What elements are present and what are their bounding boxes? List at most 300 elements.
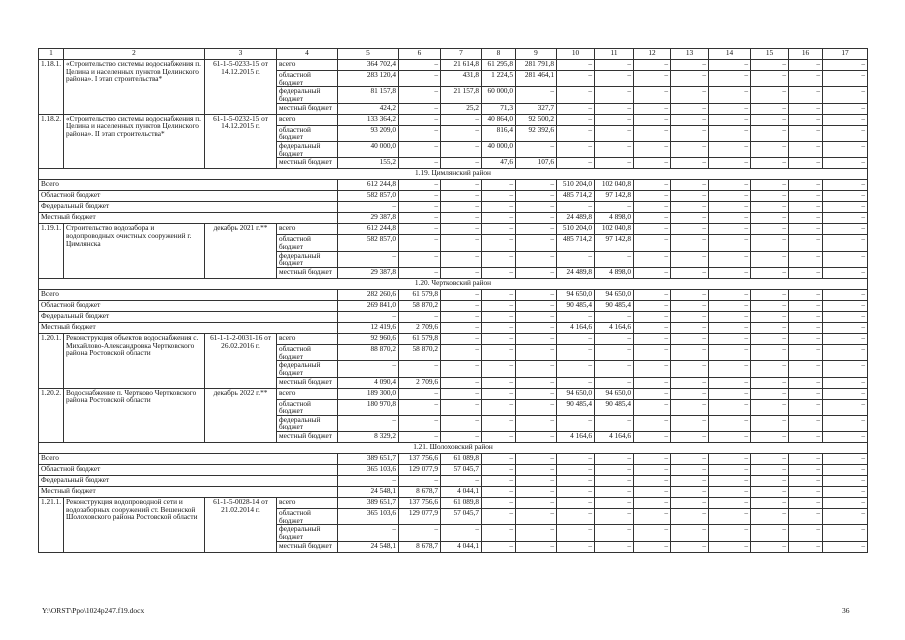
- value-cell: –: [671, 267, 709, 278]
- value-cell: –: [789, 300, 823, 311]
- value-cell: –: [399, 415, 441, 431]
- value-cell: –: [709, 476, 751, 487]
- value-cell: –: [516, 487, 557, 498]
- total-label: Федеральный бюджет: [39, 311, 338, 322]
- value-cell: 2 709,6: [399, 377, 441, 388]
- value-cell: –: [441, 322, 482, 333]
- value-cell: –: [516, 141, 557, 157]
- item-name: Водоснабжение п. Чертково Чертковского района Ростовской области: [64, 388, 205, 443]
- value-cell: –: [557, 141, 595, 157]
- column-number-row: [39, 49, 868, 60]
- value-cell: –: [789, 377, 823, 388]
- value-cell: –: [595, 333, 634, 344]
- value-cell: –: [595, 498, 634, 509]
- value-cell: –: [441, 300, 482, 311]
- value-cell: –: [823, 525, 868, 541]
- value-cell: –: [482, 361, 516, 377]
- value-cell: –: [789, 158, 823, 169]
- value-cell: –: [751, 141, 789, 157]
- value-cell: 71,3: [482, 103, 516, 114]
- value-cell: –: [823, 487, 868, 498]
- funding-source: всего: [277, 388, 338, 399]
- value-cell: –: [441, 333, 482, 344]
- value-cell: –: [482, 251, 516, 267]
- value-cell: 29 387,8: [338, 213, 399, 224]
- value-cell: –: [516, 224, 557, 235]
- value-cell: –: [595, 311, 634, 322]
- value-cell: –: [789, 487, 823, 498]
- total-row: [39, 311, 868, 322]
- value-cell: –: [557, 415, 595, 431]
- value-cell: –: [634, 191, 671, 202]
- value-cell: –: [399, 125, 441, 141]
- value-cell: –: [441, 191, 482, 202]
- value-cell: –: [671, 224, 709, 235]
- total-label: Всего: [39, 289, 338, 300]
- value-cell: –: [595, 361, 634, 377]
- value-cell: –: [634, 333, 671, 344]
- value-cell: –: [751, 388, 789, 399]
- value-cell: –: [595, 202, 634, 213]
- value-cell: –: [516, 87, 557, 103]
- value-cell: –: [789, 388, 823, 399]
- value-cell: –: [789, 267, 823, 278]
- funding-source: местный бюджет: [277, 377, 338, 388]
- funding-source: местный бюджет: [277, 541, 338, 552]
- value-cell: –: [751, 180, 789, 191]
- value-cell: –: [671, 498, 709, 509]
- value-cell: –: [671, 361, 709, 377]
- value-cell: –: [671, 432, 709, 443]
- value-cell: –: [751, 224, 789, 235]
- value-cell: –: [789, 498, 823, 509]
- value-cell: –: [789, 103, 823, 114]
- value-cell: 97 142,8: [595, 191, 634, 202]
- value-cell: –: [338, 251, 399, 267]
- value-cell: –: [671, 322, 709, 333]
- value-cell: 40 000,0: [338, 141, 399, 157]
- funding-source: федеральный бюджет: [277, 87, 338, 103]
- value-cell: –: [634, 415, 671, 431]
- value-cell: –: [709, 180, 751, 191]
- value-cell: –: [789, 432, 823, 443]
- value-cell: –: [709, 267, 751, 278]
- value-cell: –: [634, 311, 671, 322]
- value-cell: –: [671, 60, 709, 71]
- value-cell: 269 841,0: [338, 300, 399, 311]
- value-cell: –: [482, 344, 516, 360]
- value-cell: –: [751, 114, 789, 125]
- value-cell: –: [671, 300, 709, 311]
- value-cell: –: [399, 141, 441, 157]
- item-number: 1.18.1.: [39, 60, 64, 115]
- page-number: 36: [842, 606, 850, 615]
- value-cell: –: [823, 267, 868, 278]
- value-cell: –: [557, 344, 595, 360]
- value-cell: –: [751, 361, 789, 377]
- value-cell: –: [823, 465, 868, 476]
- value-cell: –: [482, 415, 516, 431]
- value-cell: –: [789, 213, 823, 224]
- value-cell: –: [671, 103, 709, 114]
- funding-source: областной бюджет: [277, 509, 338, 525]
- value-cell: –: [557, 71, 595, 87]
- funding-source: областной бюджет: [277, 71, 338, 87]
- value-cell: –: [709, 71, 751, 87]
- value-cell: 424,2: [338, 103, 399, 114]
- value-cell: –: [751, 311, 789, 322]
- total-label: Всего: [39, 454, 338, 465]
- value-cell: –: [634, 114, 671, 125]
- total-label: Областной бюджет: [39, 300, 338, 311]
- value-cell: –: [751, 103, 789, 114]
- value-cell: 364 702,4: [338, 60, 399, 71]
- value-cell: –: [823, 191, 868, 202]
- item-code: 61-1-1-2-0031-16 от 26.02.2016 г.: [205, 333, 277, 388]
- value-cell: –: [823, 180, 868, 191]
- item-row: [39, 333, 868, 344]
- value-cell: –: [671, 476, 709, 487]
- value-cell: –: [789, 180, 823, 191]
- value-cell: –: [709, 432, 751, 443]
- value-cell: –: [482, 432, 516, 443]
- item-row: [39, 114, 868, 125]
- value-cell: –: [482, 476, 516, 487]
- value-cell: 129 077,9: [399, 465, 441, 476]
- value-cell: –: [751, 213, 789, 224]
- value-cell: 21 614,8: [441, 60, 482, 71]
- value-cell: –: [709, 103, 751, 114]
- value-cell: –: [557, 158, 595, 169]
- value-cell: –: [516, 399, 557, 415]
- value-cell: –: [482, 465, 516, 476]
- value-cell: –: [634, 224, 671, 235]
- value-cell: –: [823, 322, 868, 333]
- value-cell: –: [482, 541, 516, 552]
- section-title-row: [39, 443, 868, 454]
- value-cell: –: [516, 432, 557, 443]
- total-label: Местный бюджет: [39, 487, 338, 498]
- value-cell: 1 224,5: [482, 71, 516, 87]
- value-cell: –: [823, 141, 868, 157]
- value-cell: 88 870,2: [338, 344, 399, 360]
- value-cell: 90 485,4: [557, 300, 595, 311]
- value-cell: –: [709, 213, 751, 224]
- value-cell: –: [789, 344, 823, 360]
- value-cell: –: [751, 476, 789, 487]
- value-cell: 92 500,2: [516, 114, 557, 125]
- value-cell: –: [709, 377, 751, 388]
- value-cell: –: [634, 388, 671, 399]
- item-name: Строительство водозабора и водопроводных очистных сооружений г. Цимлянска: [64, 224, 205, 279]
- funding-source: областной бюджет: [277, 125, 338, 141]
- total-row: [39, 487, 868, 498]
- value-cell: –: [709, 125, 751, 141]
- column-number-cell: 9: [516, 49, 557, 60]
- value-cell: –: [338, 415, 399, 431]
- value-cell: –: [557, 114, 595, 125]
- value-cell: –: [516, 180, 557, 191]
- value-cell: –: [789, 333, 823, 344]
- value-cell: 137 756,6: [399, 454, 441, 465]
- value-cell: –: [709, 525, 751, 541]
- total-row: [39, 465, 868, 476]
- value-cell: 365 103,6: [338, 465, 399, 476]
- value-cell: –: [516, 525, 557, 541]
- value-cell: –: [671, 388, 709, 399]
- total-row: [39, 289, 868, 300]
- funding-source: областной бюджет: [277, 399, 338, 415]
- value-cell: –: [482, 300, 516, 311]
- value-cell: –: [823, 224, 868, 235]
- column-number-cell: 13: [671, 49, 709, 60]
- value-cell: 58 870,2: [399, 344, 441, 360]
- value-cell: 61 295,8: [482, 60, 516, 71]
- total-row: [39, 202, 868, 213]
- value-cell: 93 209,0: [338, 125, 399, 141]
- value-cell: –: [516, 388, 557, 399]
- value-cell: –: [823, 541, 868, 552]
- value-cell: –: [441, 180, 482, 191]
- funding-source: всего: [277, 224, 338, 235]
- value-cell: –: [399, 103, 441, 114]
- value-cell: –: [789, 125, 823, 141]
- value-cell: –: [634, 71, 671, 87]
- value-cell: –: [671, 541, 709, 552]
- value-cell: –: [709, 454, 751, 465]
- value-cell: 25,2: [441, 103, 482, 114]
- value-cell: –: [399, 267, 441, 278]
- value-cell: –: [516, 498, 557, 509]
- item-number: 1.18.2.: [39, 114, 64, 169]
- value-cell: 612 244,8: [338, 224, 399, 235]
- value-cell: –: [823, 432, 868, 443]
- value-cell: –: [441, 415, 482, 431]
- value-cell: –: [516, 322, 557, 333]
- value-cell: –: [823, 388, 868, 399]
- value-cell: –: [823, 509, 868, 525]
- value-cell: –: [751, 202, 789, 213]
- value-cell: –: [751, 377, 789, 388]
- value-cell: 485 714,2: [557, 191, 595, 202]
- value-cell: –: [595, 141, 634, 157]
- value-cell: –: [557, 60, 595, 71]
- value-cell: –: [482, 454, 516, 465]
- item-code: 61-1-5-0233-15 от 14.12.2015 г.: [205, 60, 277, 115]
- value-cell: –: [634, 498, 671, 509]
- value-cell: –: [789, 509, 823, 525]
- value-cell: 365 103,6: [338, 509, 399, 525]
- value-cell: –: [671, 377, 709, 388]
- value-cell: –: [751, 125, 789, 141]
- item-row: [39, 60, 868, 71]
- value-cell: –: [441, 114, 482, 125]
- value-cell: –: [709, 415, 751, 431]
- item-number: 1.20.2.: [39, 388, 64, 443]
- value-cell: –: [751, 454, 789, 465]
- value-cell: –: [595, 465, 634, 476]
- funding-source: федеральный бюджет: [277, 251, 338, 267]
- value-cell: –: [709, 224, 751, 235]
- value-cell: –: [482, 377, 516, 388]
- value-cell: 94 650,0: [557, 289, 595, 300]
- item-number: 1.21.1.: [39, 498, 64, 553]
- value-cell: –: [399, 432, 441, 443]
- value-cell: –: [338, 202, 399, 213]
- value-cell: –: [789, 415, 823, 431]
- footer-file-path: Y:\ORST\Ppo\1024p247.f19.docx: [42, 606, 145, 615]
- value-cell: –: [634, 125, 671, 141]
- value-cell: –: [482, 267, 516, 278]
- value-cell: –: [671, 465, 709, 476]
- value-cell: –: [595, 251, 634, 267]
- value-cell: –: [634, 509, 671, 525]
- value-cell: 57 045,7: [441, 509, 482, 525]
- value-cell: –: [751, 289, 789, 300]
- value-cell: 189 300,0: [338, 388, 399, 399]
- funding-source: всего: [277, 60, 338, 71]
- value-cell: –: [671, 415, 709, 431]
- value-cell: –: [751, 465, 789, 476]
- value-cell: 4 044,1: [441, 487, 482, 498]
- value-cell: –: [482, 235, 516, 251]
- value-cell: –: [634, 213, 671, 224]
- value-cell: –: [482, 202, 516, 213]
- total-row: [39, 476, 868, 487]
- value-cell: –: [751, 322, 789, 333]
- value-cell: –: [595, 125, 634, 141]
- value-cell: –: [789, 141, 823, 157]
- value-cell: 102 040,8: [595, 180, 634, 191]
- value-cell: –: [789, 399, 823, 415]
- total-row: [39, 213, 868, 224]
- column-number-cell: 17: [823, 49, 868, 60]
- value-cell: –: [595, 344, 634, 360]
- value-cell: 431,8: [441, 71, 482, 87]
- funding-source: федеральный бюджет: [277, 525, 338, 541]
- value-cell: –: [557, 251, 595, 267]
- section-title: 1.19. Цимлянский район: [39, 169, 868, 180]
- funding-source: местный бюджет: [277, 267, 338, 278]
- value-cell: –: [441, 125, 482, 141]
- value-cell: –: [823, 71, 868, 87]
- value-cell: –: [482, 311, 516, 322]
- value-cell: –: [482, 525, 516, 541]
- value-cell: –: [595, 541, 634, 552]
- value-cell: –: [709, 465, 751, 476]
- value-cell: 107,6: [516, 158, 557, 169]
- value-cell: –: [595, 487, 634, 498]
- item-code: 61-1-5-0028-14 от 21.02.2014 г.: [205, 498, 277, 553]
- value-cell: –: [789, 191, 823, 202]
- value-cell: 129 077,9: [399, 509, 441, 525]
- value-cell: –: [789, 71, 823, 87]
- value-cell: –: [823, 125, 868, 141]
- value-cell: –: [709, 202, 751, 213]
- value-cell: –: [516, 202, 557, 213]
- value-cell: –: [823, 300, 868, 311]
- value-cell: –: [634, 487, 671, 498]
- total-row: [39, 300, 868, 311]
- value-cell: –: [482, 498, 516, 509]
- value-cell: –: [709, 333, 751, 344]
- value-cell: 12 419,6: [338, 322, 399, 333]
- value-cell: –: [751, 399, 789, 415]
- total-row: [39, 322, 868, 333]
- value-cell: –: [399, 60, 441, 71]
- value-cell: –: [634, 377, 671, 388]
- value-cell: –: [709, 344, 751, 360]
- total-label: Областной бюджет: [39, 191, 338, 202]
- value-cell: 612 244,8: [338, 180, 399, 191]
- value-cell: –: [595, 476, 634, 487]
- value-cell: –: [709, 87, 751, 103]
- value-cell: –: [823, 476, 868, 487]
- value-cell: –: [338, 476, 399, 487]
- value-cell: –: [634, 141, 671, 157]
- value-cell: –: [399, 224, 441, 235]
- value-cell: –: [399, 235, 441, 251]
- value-cell: –: [399, 87, 441, 103]
- value-cell: 8 329,2: [338, 432, 399, 443]
- value-cell: –: [482, 487, 516, 498]
- value-cell: –: [823, 202, 868, 213]
- value-cell: –: [557, 476, 595, 487]
- value-cell: –: [338, 361, 399, 377]
- value-cell: –: [671, 525, 709, 541]
- value-cell: –: [482, 399, 516, 415]
- value-cell: 4 164,6: [557, 322, 595, 333]
- value-cell: –: [789, 311, 823, 322]
- budget-table: [38, 48, 868, 553]
- section-title: 1.21. Шолоховский район: [39, 443, 868, 454]
- column-number-cell: 10: [557, 49, 595, 60]
- value-cell: –: [671, 289, 709, 300]
- item-row: [39, 498, 868, 509]
- total-label: Федеральный бюджет: [39, 476, 338, 487]
- value-cell: –: [709, 509, 751, 525]
- value-cell: –: [751, 191, 789, 202]
- value-cell: 102 040,8: [595, 224, 634, 235]
- value-cell: –: [634, 525, 671, 541]
- value-cell: –: [482, 289, 516, 300]
- value-cell: –: [516, 267, 557, 278]
- value-cell: –: [671, 344, 709, 360]
- value-cell: –: [441, 525, 482, 541]
- value-cell: –: [441, 213, 482, 224]
- value-cell: –: [751, 333, 789, 344]
- value-cell: –: [823, 60, 868, 71]
- column-number-cell: 16: [789, 49, 823, 60]
- value-cell: –: [557, 361, 595, 377]
- value-cell: 40 000,0: [482, 141, 516, 157]
- value-cell: 94 650,0: [595, 388, 634, 399]
- value-cell: –: [441, 141, 482, 157]
- value-cell: –: [671, 180, 709, 191]
- column-number-cell: 7: [441, 49, 482, 60]
- value-cell: –: [709, 388, 751, 399]
- value-cell: –: [823, 454, 868, 465]
- value-cell: –: [751, 415, 789, 431]
- funding-source: всего: [277, 333, 338, 344]
- value-cell: –: [338, 525, 399, 541]
- value-cell: –: [709, 114, 751, 125]
- value-cell: –: [671, 141, 709, 157]
- funding-source: всего: [277, 498, 338, 509]
- value-cell: –: [751, 87, 789, 103]
- column-number-cell: 8: [482, 49, 516, 60]
- value-cell: 137 756,6: [399, 498, 441, 509]
